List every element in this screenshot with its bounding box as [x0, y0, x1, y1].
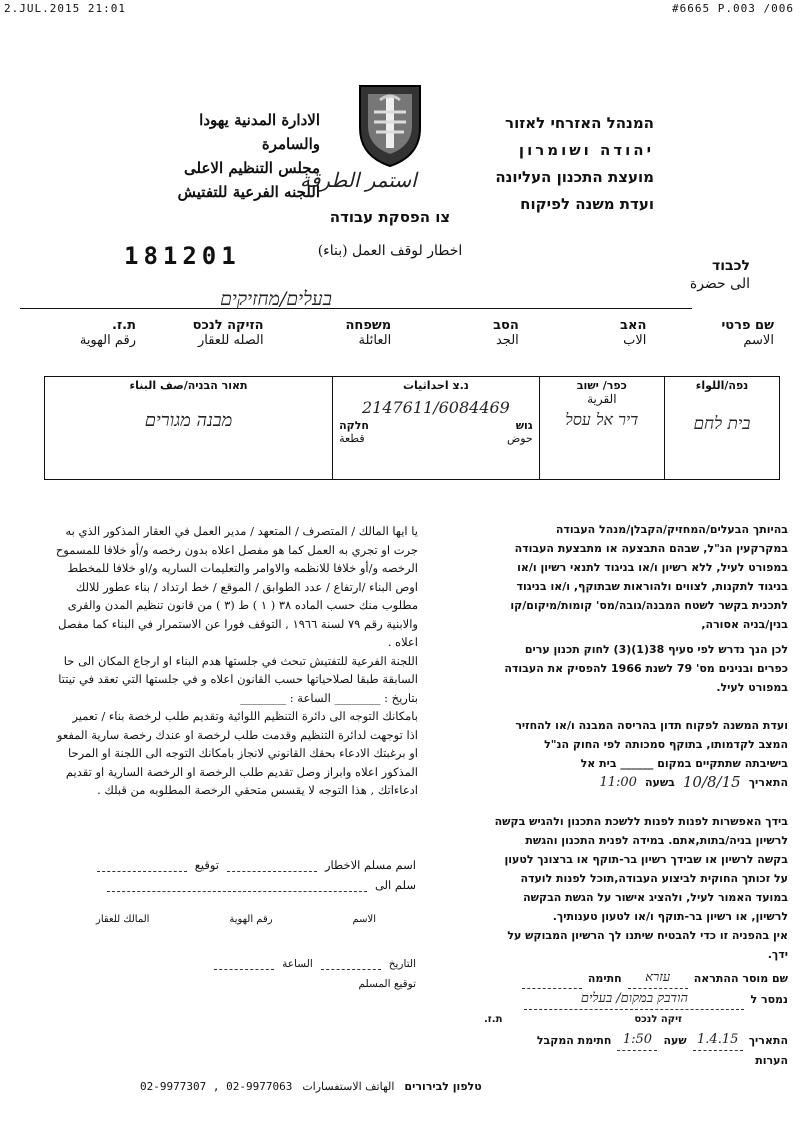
receiver-sig-label: חתימת המקבל — [536, 1034, 612, 1047]
field-label-ar: الجد — [495, 333, 519, 348]
ar-line: والابنية رقم ٧٩ لسنة ١٩٦٦ , التوقف فورا عن الاستمرار في البناء كما مفصل — [58, 616, 418, 631]
field-label-he: הזיקה לנכס — [192, 318, 264, 333]
hearing-time-label: בשעה — [644, 776, 675, 789]
cell-building-description — [45, 377, 333, 480]
field-label-ar: الاب — [623, 333, 647, 348]
he-line: בניגוד לתקנות, לצווים ולהוראות שבתוקף, ו/או בניגוד — [516, 580, 788, 593]
delivered-to-label: נמסר ל — [750, 993, 788, 1006]
village-label-ar: القرية — [587, 392, 617, 406]
letterhead-line: اللجنه الفرعية للتفتيش — [177, 183, 320, 201]
field-label-he: משפחה — [345, 318, 392, 333]
arabic-notice — [14, 522, 418, 800]
relation-label: זיקה לנכס — [634, 1014, 683, 1025]
letterhead-line: والسامرة — [261, 135, 320, 153]
date-label: התאריך — [748, 1034, 788, 1047]
he-line: במקרקעין הנ"ל, שבהם התבצעה או מתבצעת העבודה — [514, 542, 788, 555]
hebrew-letterhead — [394, 110, 654, 218]
ar-line: مطلوب منك حسب الماده ٣٨ ( ١ ) ط (٣ ) من قانون تنظيم المدن والقرى — [67, 598, 418, 612]
he-line: כפרים ובנינים מס' 79 לשנת 1966 להפסיק את העבודה — [504, 662, 788, 675]
signature-label: توقيع — [194, 858, 219, 872]
ar-line: بتاريخ : ________ الساعة : ________ — [240, 690, 418, 705]
recipient-row — [56, 858, 416, 872]
delivered-cols — [56, 914, 416, 925]
notes-label: הערות — [755, 1054, 788, 1067]
hebrew-law-clause — [418, 640, 788, 697]
hearing-time-value: 11:00 — [599, 775, 637, 790]
time-value: 1:50 — [617, 1030, 657, 1051]
footer-label-he: טלפון לבירורים — [404, 1080, 482, 1093]
recipient-name-line — [227, 859, 317, 872]
letterhead-line: ועדת משנה לפיקוח — [520, 195, 654, 213]
hebrew-hearing-clause — [418, 716, 788, 792]
id-label: ת.ז. — [483, 1014, 503, 1025]
civil-administration-emblem — [356, 82, 424, 168]
he-line: לרשיון, או רשיון בר-תוקף ו/או לטעון טענותיך. — [552, 910, 788, 923]
he-line: אין בהפניה זו כדי להבטיח שיתנו לך הרשיון המבוקש על — [507, 929, 788, 942]
field-label-he: האב — [620, 318, 647, 333]
he-line: במועד האמור לעיל, ולהציג אישור על הגשת הבקשה — [523, 891, 788, 904]
cell-coordinates — [333, 377, 540, 480]
ar-line: يا ايها المالك / المتصرف / المتعهد / مدير العمل في العقار المذكور الذي به — [65, 524, 418, 538]
field-first-name — [664, 318, 774, 362]
order-number: 181201 — [124, 242, 241, 270]
letterhead-line: מועצת התכנון העליונה — [495, 168, 654, 186]
hearing-date-row — [418, 773, 788, 792]
he-line: לתכנית בקשר לשטח המבנה/גובה/מס' קומות/מיקום/קו — [510, 599, 788, 612]
col-name: الاسم — [352, 914, 377, 925]
col-owner: المالك للعقار — [96, 914, 150, 925]
he-line: במפורט לעיל. — [716, 681, 788, 694]
field-father — [536, 318, 646, 362]
building-label: תאור הבניה/صف البناء — [129, 379, 248, 392]
delivered-row — [56, 878, 416, 892]
he-line: ידך. — [767, 948, 788, 961]
hearing-date-label: התאריך — [748, 776, 788, 789]
he-line: במפורט לעיל, ללא רשיון ו/או בניגוד לתנאי רשיון ו/או — [517, 561, 788, 574]
handwritten-signature: استمر الطرقة — [300, 168, 417, 192]
letterhead-line: مجلس التنظيم الاعلى — [184, 159, 320, 177]
he-line: בקשה לרשיון או שבידך רשיון בר-תוקף או ברצונך לטעון — [504, 853, 788, 866]
delivered-to-row — [418, 989, 788, 1010]
he-line: בישיבתה שתתקיים במקום ______ בית אל — [580, 757, 788, 770]
ar-line: او برغبتك الادعاء بحقك القانوني لانجاز بامكانك التوجه الى اللجنة او المرحا — [67, 746, 418, 760]
hearing-date-value: 10/8/15 — [682, 773, 741, 791]
hebrew-delivery-fields — [418, 968, 788, 1071]
deliverer-name-label: שם מוסר ההתראה — [693, 972, 788, 985]
time-label: שעה — [663, 1034, 687, 1047]
he-line: המצב לקדמותו, בתוקף סמכותה לפי החוק הנ"ל — [544, 738, 788, 751]
arabic-letterhead — [110, 108, 320, 204]
he-line: לרשיון בניה/בתות,אתם. במידה לפנית התכנון והגשת — [525, 834, 788, 847]
ar-line: اعلاه . — [387, 635, 418, 649]
helka-label: חלקה — [339, 419, 369, 432]
field-label-ar: العائلة — [358, 333, 392, 348]
delivered-to-label: سلم الى — [374, 878, 416, 892]
cell-district — [664, 377, 779, 480]
deliverer-sig-label: توقيع المسلم — [358, 978, 416, 990]
time-label: الساعة — [282, 958, 313, 970]
time-line — [214, 957, 274, 970]
field-label-he: ת.ז. — [112, 318, 136, 333]
date-row — [418, 1030, 788, 1051]
deliverer-signature-line — [522, 974, 582, 989]
col-id: رقم الهوية — [229, 914, 273, 925]
arabic-delivery-fields — [56, 858, 416, 990]
date-line — [321, 957, 381, 970]
village-label-he: כפר/ ישוב — [576, 379, 627, 392]
order-title-arabic: اخطار لوقف العمل (بناء) — [317, 243, 463, 259]
location-table — [44, 376, 780, 480]
he-line: לכן הנך נדרש לפי סעיף 38(1)(3) לחוק תכנון ערים — [524, 643, 788, 656]
field-family — [281, 318, 391, 362]
order-title-hebrew: צו הפסקת עבודה — [329, 208, 451, 226]
delivered-to-line — [107, 879, 367, 892]
coords-value: 2147611/6084469 — [361, 398, 510, 417]
hebrew-notice — [418, 520, 788, 634]
signature-line — [97, 859, 187, 872]
letterhead-line: יהודה ושומרון — [518, 141, 654, 159]
footer-contact — [140, 1080, 520, 1093]
addressee-handwritten: בעלים/מחזיקים — [220, 288, 332, 310]
deliverer-signature-label: חתימה — [587, 972, 622, 985]
district-label: נפה/اللواء — [695, 379, 749, 392]
deliverer-name-value: עזרא — [628, 968, 688, 989]
fax-timestamp: 2.JUL.2015 21:01 — [4, 2, 126, 15]
coords-label: נ.צ احداثيات — [403, 379, 469, 392]
field-label-he: שם פרטי — [721, 318, 774, 333]
field-label-ar: رقم الهوية — [79, 333, 136, 348]
letterhead-line: الادارة المدنية يهودا — [199, 111, 320, 129]
he-line: ועדת המשנה לפקוח תדון בהריסה המבנה ו/או להחזיר — [515, 719, 788, 732]
ar-line: بامكانك التوجه الى دائرة التنظيم اللوائية وتقديم طلب لرخصة بناء / تعمير — [72, 709, 418, 723]
gush-label: גוש — [515, 419, 533, 432]
ar-line: السابقة طبقا لصلاحياتها حسب القانون اعلاه و في جلستها التي تعقد في تيتتا — [58, 672, 418, 686]
field-label-ar: الاسم — [743, 333, 774, 348]
building-value: מבנה מגורים — [144, 410, 233, 431]
ar-line: ادعاءاتك , هذا التوجه لا يقسس متحقي الرخصة المطلوبه من قبلك . — [97, 783, 418, 797]
date-value: 1.4.15 — [693, 1030, 743, 1051]
field-grandfather — [409, 318, 519, 362]
date-row — [56, 957, 416, 970]
field-id — [26, 318, 136, 362]
he-line: על זכותך החוקית לביצוע העבודה,תוכל לפנות לועדה — [520, 872, 788, 885]
letterhead-line: המנהל האזרחי לאזור — [505, 114, 654, 132]
parcel-labels-ar — [339, 432, 533, 445]
ar-line: اللجنة الفرعية للتفتيش تبحث في جلستها هدم البناء او ارجاع المكان الى حا — [63, 653, 418, 668]
district-value: בית לחם — [693, 414, 751, 434]
deliverer-row — [418, 968, 788, 989]
footer-label-ar: الهاتف الاستفسارات — [302, 1080, 395, 1093]
deliverer-sig-row — [56, 978, 416, 990]
parcel-labels — [339, 419, 533, 432]
footer-phones: 02-9977307 , 02-9977063 — [140, 1080, 293, 1093]
field-label-ar: الصله للعقار — [197, 333, 264, 348]
he-line: בידך האפשרות לפנות לפנות ללשכת התכנון ולהגיש בקשה — [494, 815, 788, 828]
ar-line: الرخصه و/أو خلافا للانظمه والاوامر والتعليمات الساريه و/او خلافا للمخطط — [67, 561, 418, 575]
recipient-name-label: اسم مسلم الاخطار — [324, 858, 416, 872]
hebrew-permit-clause — [418, 812, 788, 964]
delivered-to-value: הודבק במקום/ בעלים — [524, 989, 744, 1010]
addressee-label-hebrew: לכבוד — [712, 258, 750, 274]
he-line: בנין/בניה אסורה, — [701, 618, 788, 631]
delivered-sub-labels — [418, 1010, 788, 1030]
addressee-label-arabic: الى حضرة — [689, 276, 750, 292]
date-label: التاريخ — [388, 958, 416, 970]
ar-line: اذا توجهت لدائرة التنظيم وقدمت طلب لرخصة او عندك رخصة سارية المفعو — [56, 727, 418, 742]
person-fields-row — [26, 318, 774, 362]
field-relation — [154, 318, 264, 362]
ar-line: جرت او تجري به العمل كما هو مفصل اعلاه بدون رخصه و/أو خلافا للمسموح — [55, 542, 418, 557]
field-label-he: הסב — [493, 318, 519, 333]
ar-line: المذكور اعلاه وابراز وصل تقديم طلب الرخصة او الرخصة السارية او تقديم — [65, 764, 418, 779]
cell-village — [539, 377, 664, 480]
fax-page-number: #6665 P.003 /006 — [672, 2, 794, 15]
addressee-value — [20, 290, 692, 309]
ar-line: اوص البناء /ارتفاع / عدد الطوابق / الموقع / خط ارتداد / بناء عطور للالك — [75, 579, 418, 594]
he-line: בהיותך הבעלים/המחזיק/הקבלן/מנהל העבודה — [555, 523, 788, 536]
hod-label: حوض — [506, 432, 533, 445]
qitaa-label: قطعة — [339, 432, 365, 445]
village-value: דיר אל עסל — [565, 410, 639, 429]
